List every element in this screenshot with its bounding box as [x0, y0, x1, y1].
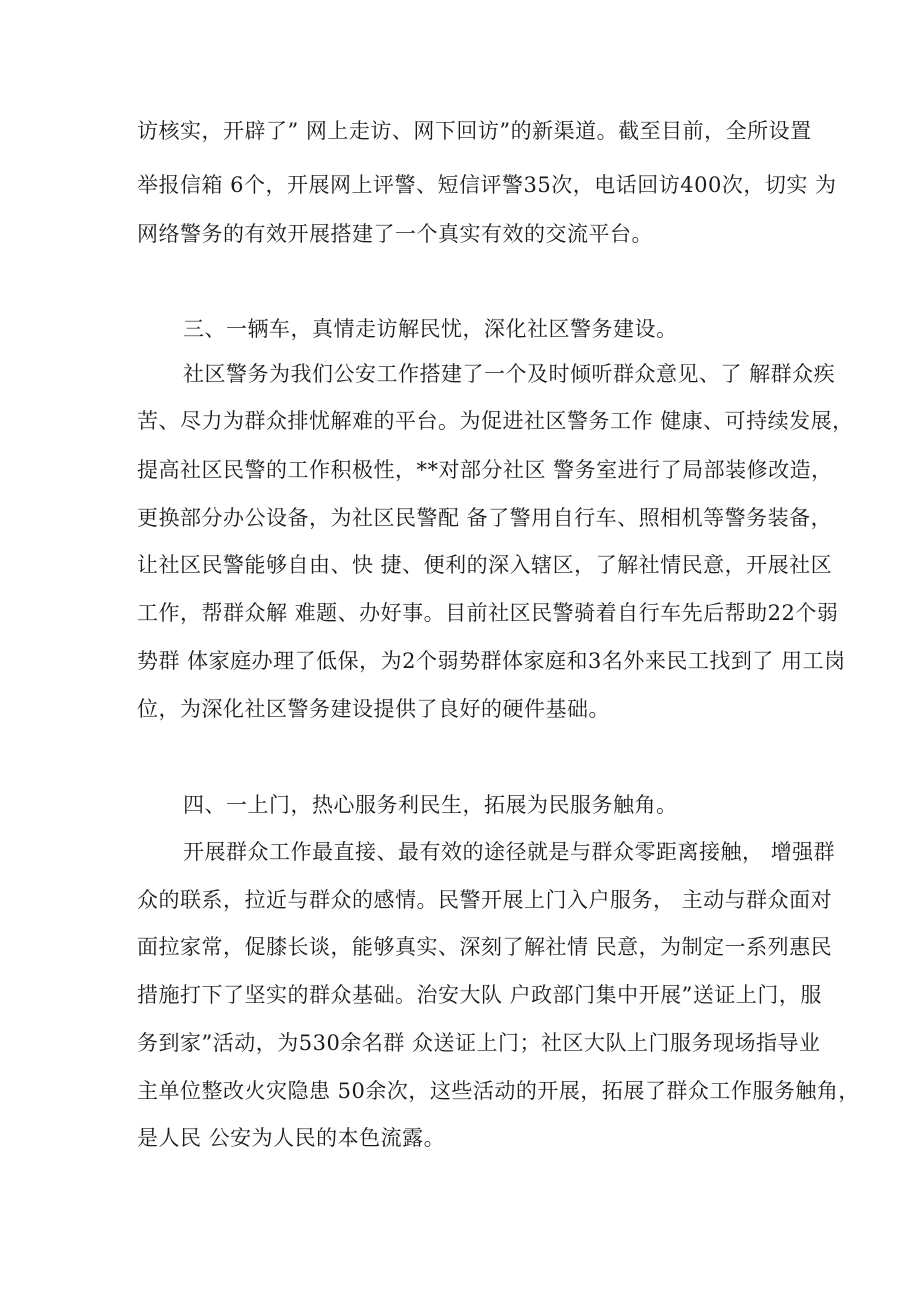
paragraph-line: 举报信箱 6个，开展网上评警、短信评警35次，电话回访400次，切实 为 [137, 173, 837, 197]
paragraph-line: 提高社区民警的工作积极性，**对部分社区 警务室进行了局部装修改造， [137, 458, 833, 482]
paragraph-line: 网络警务的有效开展搭建了一个真实有效的交流平台。 [137, 222, 653, 246]
paragraph-line: 众的联系，拉近与群众的感情。民警开展上门入户服务， 主动与群众面对 [137, 888, 833, 912]
paragraph-line: 社区警务为我们公安工作搭建了一个及时倾听群众意见、了 解群众疾 [183, 362, 836, 386]
paragraph-line: 势群 体家庭办理了低保，为2个弱势群体家庭和3名外来民工找到了 用工岗 [137, 649, 846, 673]
paragraph-line: 务到家”活动，为530余名群 众送证上门；社区大队上门服务现场指导业 [137, 1031, 821, 1055]
paragraph-line: 措施打下了坚实的群众基础。治安大队 户政部门集中开展”送证上门，服 [137, 983, 822, 1007]
paragraph-line: 是人民 公安为人民的本色流露。 [137, 1126, 446, 1150]
paragraph-line: 让社区民警能够自由、快 捷、便利的深入辖区，了解社情民意，开展社区 [137, 553, 833, 577]
section-heading-3: 三、一辆车，真情走访解民忧，深化社区警务建设。 [183, 317, 678, 341]
paragraph-line: 工作，帮群众解 难题、办好事。目前社区民警骑着自行车先后帮助22个弱 [137, 601, 839, 625]
paragraph-line: 更换部分办公设备，为社区民警配 备了警用自行车、照相机等警务装备， [137, 506, 833, 530]
paragraph-line: 开展群众工作最直接、最有效的途径就是与群众零距离接触， 增强群 [183, 840, 836, 864]
paragraph-line: 面拉家常，促膝长谈，能够真实、深刻了解社情 民意，为制定一系列惠民 [137, 935, 833, 959]
section-heading-4: 四、一上门，热心服务利民生，拓展为民服务触角。 [183, 793, 678, 817]
paragraph-line: 主单位整改火灾隐患 50余次，这些活动的开展，拓展了群众工作服务触角， [137, 1079, 860, 1103]
paragraph-line: 访核实，开辟了” 网上走访、网下回访”的新渠道。截至目前，全所设置 [137, 119, 812, 143]
paragraph-line: 位，为深化社区警务建设提供了良好的硬件基础。 [137, 697, 610, 721]
paragraph-line: 苦、尽力为群众排忧解难的平台。为促进社区警务工作 健康、可持续发展， [137, 409, 854, 433]
